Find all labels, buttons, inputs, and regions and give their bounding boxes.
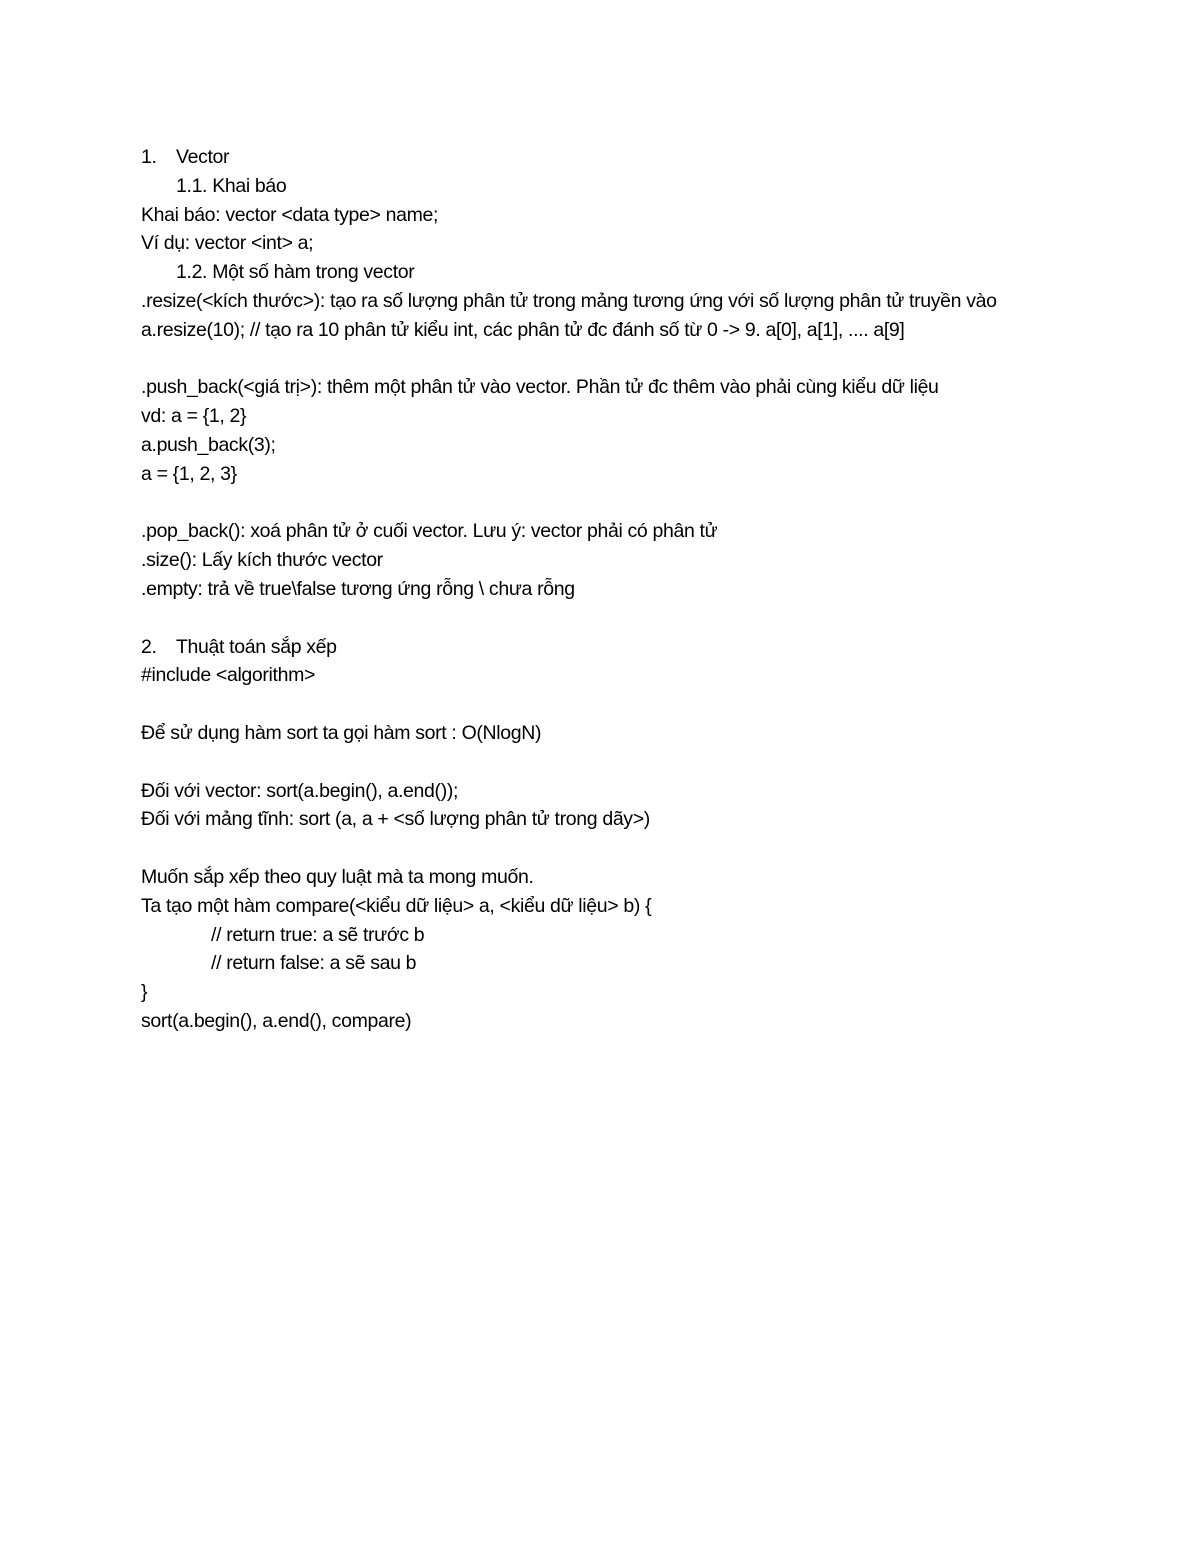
section-1-title: Vector — [176, 146, 230, 168]
section-1-number: 1. — [141, 146, 157, 168]
resize-description: .resize(<kích thước>): tạo ra số lượng phân tử trong mảng tương ứng với số lượng phân tử truyền vào — [141, 289, 997, 312]
blank-line — [141, 489, 1061, 518]
compare-false-comment: // return false: a sẽ sau b — [211, 952, 417, 975]
sort-intro: Để sử dụng hàm sort ta gọi hàm sort : O(NlogN) — [141, 721, 542, 744]
blank-line — [141, 345, 1061, 374]
push-back-example-2: a.push_back(3); — [141, 433, 276, 456]
pop-back-description: .pop_back(): xoá phân tử ở cuối vector. Lưu ý: vector phải có phân tử — [141, 520, 718, 543]
compare-true-comment: // return true: a sẽ trước b — [211, 923, 425, 946]
blank-line — [141, 748, 1061, 777]
empty-description: .empty: trả về true\false tương ứng rỗng \ chưa rỗng — [141, 577, 575, 600]
section-2-number: 2. — [141, 635, 157, 658]
push-back-example-3: a = {1, 2, 3} — [141, 462, 237, 485]
subsection-1-2-heading: 1.2. Một số hàm trong vector — [176, 261, 415, 284]
push-back-example-1: vd: a = {1, 2} — [141, 405, 247, 428]
sort-call-line: sort(a.begin(), a.end(), compare) — [141, 1009, 412, 1032]
blank-line — [141, 834, 1061, 863]
declaration-line: Khai báo: vector <data type> name; — [141, 203, 439, 226]
include-line: #include <algorithm> — [141, 664, 316, 687]
custom-sort-intro: Muốn sắp xếp theo quy luật mà ta mong muốn. — [141, 865, 534, 888]
example-line: Ví dụ: vector <int> a; — [141, 232, 314, 255]
document-body — [141, 143, 1061, 1036]
blank-line — [141, 690, 1061, 719]
size-description: .size(): Lấy kích thước vector — [141, 549, 383, 572]
resize-example: a.resize(10); // tạo ra 10 phân tử kiểu int, các phân tử đc đánh số từ 0 -> 9. a[0], a[1], .... a[9] — [141, 318, 905, 341]
subsection-1-1-heading: 1.1. Khai báo — [176, 174, 287, 197]
section-2-heading — [141, 633, 1061, 662]
closing-brace: } — [141, 981, 148, 1004]
sort-vector-line: Đối với vector: sort(a.begin(), a.end()); — [141, 779, 459, 802]
section-1-heading — [141, 143, 1061, 172]
section-2-title: Thuật toán sắp xếp — [176, 635, 337, 658]
blank-line — [141, 604, 1061, 633]
sort-array-line: Đối với mảng tĩnh: sort (a, a + <số lượng phân tử trong dãy>) — [141, 808, 650, 831]
compare-signature: Ta tạo một hàm compare(<kiểu dữ liệu> a, <kiểu dữ liệu> b) { — [141, 894, 652, 917]
push-back-description: .push_back(<giá trị>): thêm một phân tử vào vector. Phần tử đc thêm vào phải cùng kiểu dữ liệu — [141, 376, 939, 399]
